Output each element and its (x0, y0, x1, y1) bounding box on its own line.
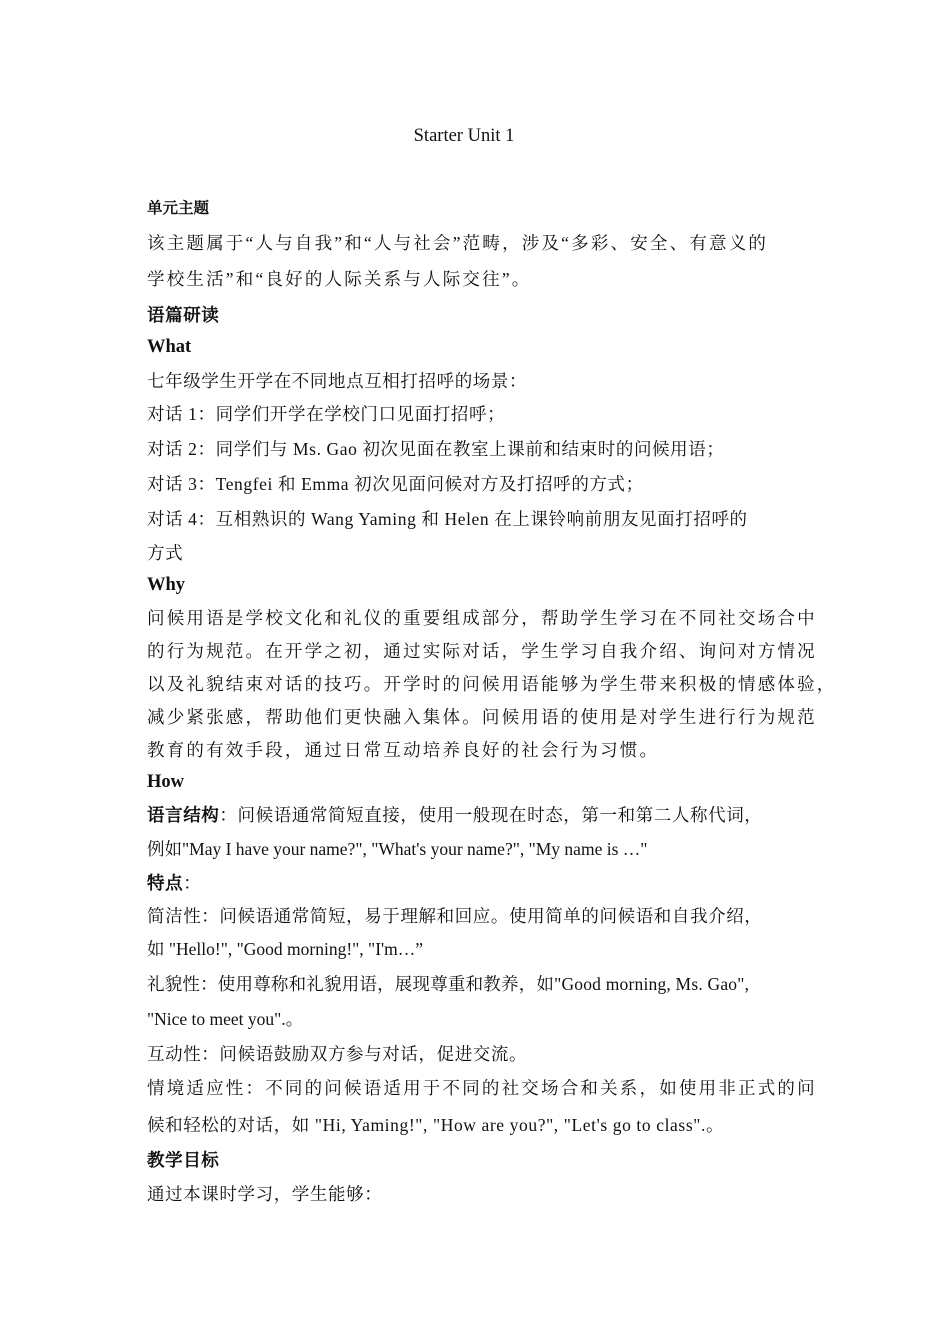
features-colon: ： (183, 873, 202, 893)
what-line: 对话 3：Tengfei 和 Emma 初次见面问候对方及打招呼的方式； (147, 474, 644, 494)
why-line: 问候用语是学校文化和礼仪的重要组成部分，帮助学生学习在不同社交场合中 (147, 608, 817, 628)
feature-line: 互动性：问候语鼓励双方参与对话，促进交流。 (147, 1044, 528, 1064)
what-heading: What (147, 337, 192, 357)
what-line: 七年级学生开学在不同地点互相打招呼的场景： (147, 371, 528, 391)
structure-examples: 例如"May I have your name?", "What's your name?", "My name is …" (147, 839, 648, 859)
structure-line (147, 803, 812, 827)
feature-line: 礼貌性：使用尊称和礼貌用语，展现尊重和教养，如"Good morning, Ms. Gao", (147, 974, 750, 994)
unit-theme-line: 学校生活”和“良好的人际关系与人际交往”。 (147, 269, 532, 289)
feature-line: 简洁性：问候语通常简短，易于理解和回应。使用简单的问候语和自我介绍， (147, 906, 763, 926)
what-line: 方式 (147, 543, 184, 563)
why-line: 以及礼貌结束对话的技巧。开学时的问候用语能够为学生带来积极的情感体验， (147, 674, 837, 694)
feature-line: 情境适应性：不同的问候语适用于不同的社交场合和关系，如使用非正式的问 (147, 1078, 817, 1098)
objectives-line: 通过本课时学习，学生能够： (147, 1184, 383, 1204)
why-line: 教育的有效手段，通过日常互动培养良好的社会行为习惯。 (147, 740, 660, 760)
objectives-heading: 教学目标 (147, 1150, 220, 1170)
features-label: 特点 (147, 873, 184, 893)
feature-line: "Nice to meet you".。 (147, 1009, 304, 1029)
what-line: 对话 2：同学们与 Ms. Gao 初次见面在教室上课前和结束时的问候用语； (147, 439, 725, 459)
what-line: 对话 1：同学们开学在学校门口见面打招呼； (147, 404, 506, 424)
feature-line: 候和轻松的对话，如 "Hi, Yaming!", "How are you?", "Let's go to class".。 (147, 1115, 725, 1135)
unit-theme-line: 该主题属于“人与自我”和“人与社会”范畴，涉及“多彩、安全、有意义的 (147, 233, 769, 253)
why-line: 减少紧张感，帮助他们更快融入集体。问候用语的使用是对学生进行行为规范 (147, 707, 817, 727)
why-heading: Why (147, 575, 186, 595)
features-line (147, 871, 812, 895)
unit-theme-heading: 单元主题 (147, 200, 210, 217)
text-study-heading: 语篇研读 (147, 305, 220, 325)
document-title: Starter Unit 1 (413, 126, 515, 146)
what-line: 对话 4：互相熟识的 Wang Yaming 和 Helen 在上课铃响前朋友见面打招呼的 (147, 509, 748, 529)
how-heading: How (147, 772, 184, 792)
feature-line: 如 "Hello!", "Good morning!", "I'm…” (147, 939, 424, 959)
structure-label: 语言结构 (147, 805, 220, 825)
structure-text: ：问候语通常简短直接，使用一般现在时态，第一和第二人称代词， (219, 805, 763, 825)
why-line: 的行为规范。在开学之初，通过实际对话，学生学习自我介绍、询问对方情况 (147, 641, 817, 661)
